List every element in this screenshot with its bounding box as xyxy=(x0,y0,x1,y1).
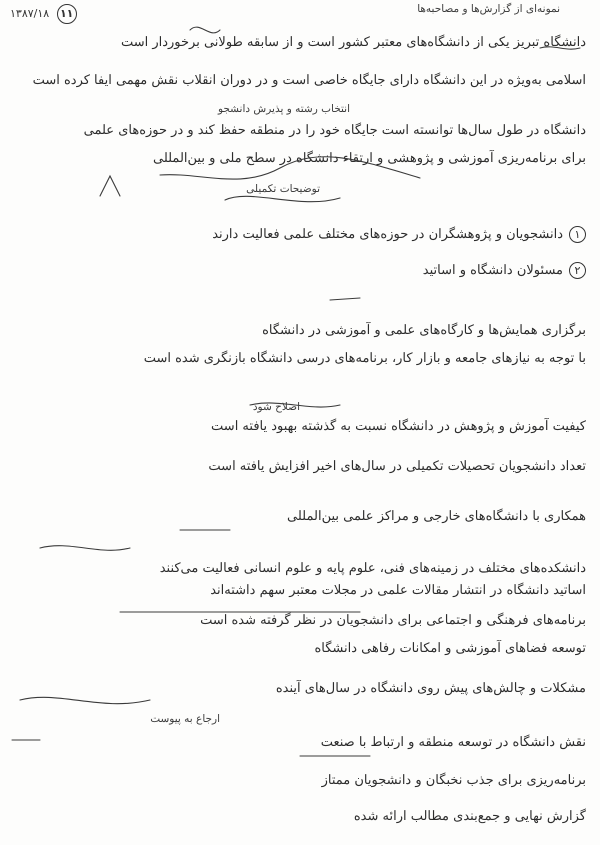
margin-note: ارجاع به پیوست xyxy=(150,713,220,725)
text-line: مشکلات و چالش‌های پیش روی دانشگاه در سال‌های آینده xyxy=(275,681,586,696)
text-line: برنامه‌های فرهنگی و اجتماعی برای دانشجویان در نظر گرفته شده است xyxy=(200,613,586,628)
text-line: دانشگاه تبریز یکی از دانشگاه‌های معتبر کشور است و از سابقه طولانی برخوردار است xyxy=(120,35,586,50)
text-line: اسلامی به‌ویژه در این دانشگاه دارای جایگاه خاصی است و در دوران انقلاب نقش مهمی ایفا کرده است xyxy=(32,73,586,88)
text-line: دانشگاه در طول سال‌ها توانسته است جایگاه خود را در منطقه حفظ کند و در حوزه‌های علمی xyxy=(83,123,586,138)
text-line: دانشکده‌های مختلف در زمینه‌های فنی، علوم پایه و علوم انسانی فعالیت می‌کنند xyxy=(159,561,586,576)
text-line: توسعه فضاهای آموزشی و امکانات رفاهی دانشگاه xyxy=(314,641,586,656)
text-line: کیفیت آموزش و پژوهش در دانشگاه نسبت به گذشته بهبود یافته است xyxy=(211,419,586,434)
text-line: گزارش نهایی و جمع‌بندی مطالب ارائه شده xyxy=(353,809,586,824)
text-line: با توجه به نیازهای جامعه و بازار کار، برنامه‌های درسی دانشگاه بازنگری شده است xyxy=(143,351,586,366)
margin-note: اصلاح شود xyxy=(252,401,300,413)
text-line: برنامه‌ریزی برای جذب نخبگان و دانشجویان ممتاز xyxy=(321,773,586,788)
text-line: اساتید دانشگاه در انتشار مقالات علمی در مجلات معتبر سهم داشته‌اند xyxy=(210,583,586,598)
text-line: ۲مسئولان دانشگاه و اساتید xyxy=(10,262,586,280)
date-note: ۱۳۸۷/۱۸ xyxy=(10,7,50,20)
page-number: ۱۱ xyxy=(57,4,77,24)
text-line: تعداد دانشجویان تحصیلات تکمیلی در سال‌های اخیر افزایش یافته است xyxy=(208,459,586,474)
text-line: همکاری با دانشگاه‌های خارجی و مراکز علمی بین‌المللی xyxy=(287,509,586,524)
text-line: برگزاری همایش‌ها و کارگاه‌های علمی و آموزشی در دانشگاه xyxy=(262,323,586,338)
header-note: نمونه‌ای از گزارش‌ها و مصاحبه‌ها xyxy=(417,3,560,15)
text-line: ۱دانشجویان و پژوهشگران در حوزه‌های مختلف علمی فعالیت دارند xyxy=(10,226,586,244)
page-header xyxy=(10,4,77,24)
text-line: برای برنامه‌ریزی آموزشی و پژوهشی و ارتقاء دانشگاه در سطح ملی و بین‌المللی xyxy=(152,151,586,166)
margin-note: توضیحات تکمیلی xyxy=(246,183,320,195)
text-line: انتخاب رشته و پذیرش دانشجو xyxy=(217,103,350,115)
text-line: نقش دانشگاه در توسعه منطقه و ارتباط با صنعت xyxy=(320,735,586,750)
